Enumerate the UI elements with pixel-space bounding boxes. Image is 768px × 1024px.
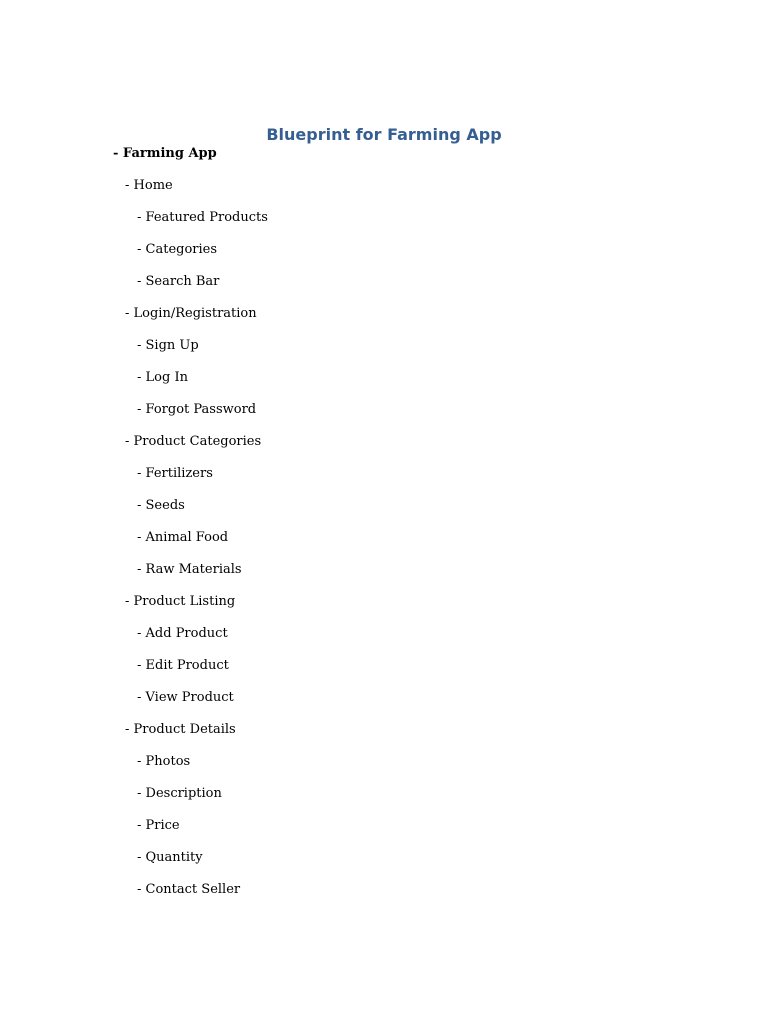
outline-item: - Price — [137, 818, 180, 833]
outline-item: - View Product — [137, 690, 234, 705]
outline-item: - Home — [125, 178, 173, 193]
outline-item: - Quantity — [137, 850, 203, 865]
outline-item: - Search Bar — [137, 274, 220, 289]
outline-item: - Product Details — [125, 722, 236, 737]
outline-item: - Product Listing — [125, 594, 236, 609]
outline-item: - Contact Seller — [137, 882, 241, 897]
outline-item: - Featured Products — [137, 210, 268, 225]
outline-item: - Edit Product — [137, 658, 229, 673]
outline-item: - Photos — [137, 754, 191, 769]
outline-item: - Farming App — [113, 146, 217, 161]
outline-item: - Sign Up — [137, 338, 199, 353]
outline-item: - Fertilizers — [137, 466, 213, 481]
outline-item: - Raw Materials — [137, 562, 242, 577]
outline-item: - Login/Registration — [125, 306, 257, 321]
outline-item: - Add Product — [137, 626, 228, 641]
document-title: Blueprint for Farming App — [266, 125, 502, 144]
outline-item: - Animal Food — [137, 530, 229, 545]
outline-item: - Seeds — [137, 498, 185, 513]
outline-item: - Categories — [137, 242, 218, 257]
outline-item: - Description — [137, 786, 222, 801]
outline-item: - Log In — [137, 370, 188, 385]
outline-item: - Product Categories — [125, 434, 262, 449]
outline-item: - Forgot Password — [137, 402, 257, 417]
